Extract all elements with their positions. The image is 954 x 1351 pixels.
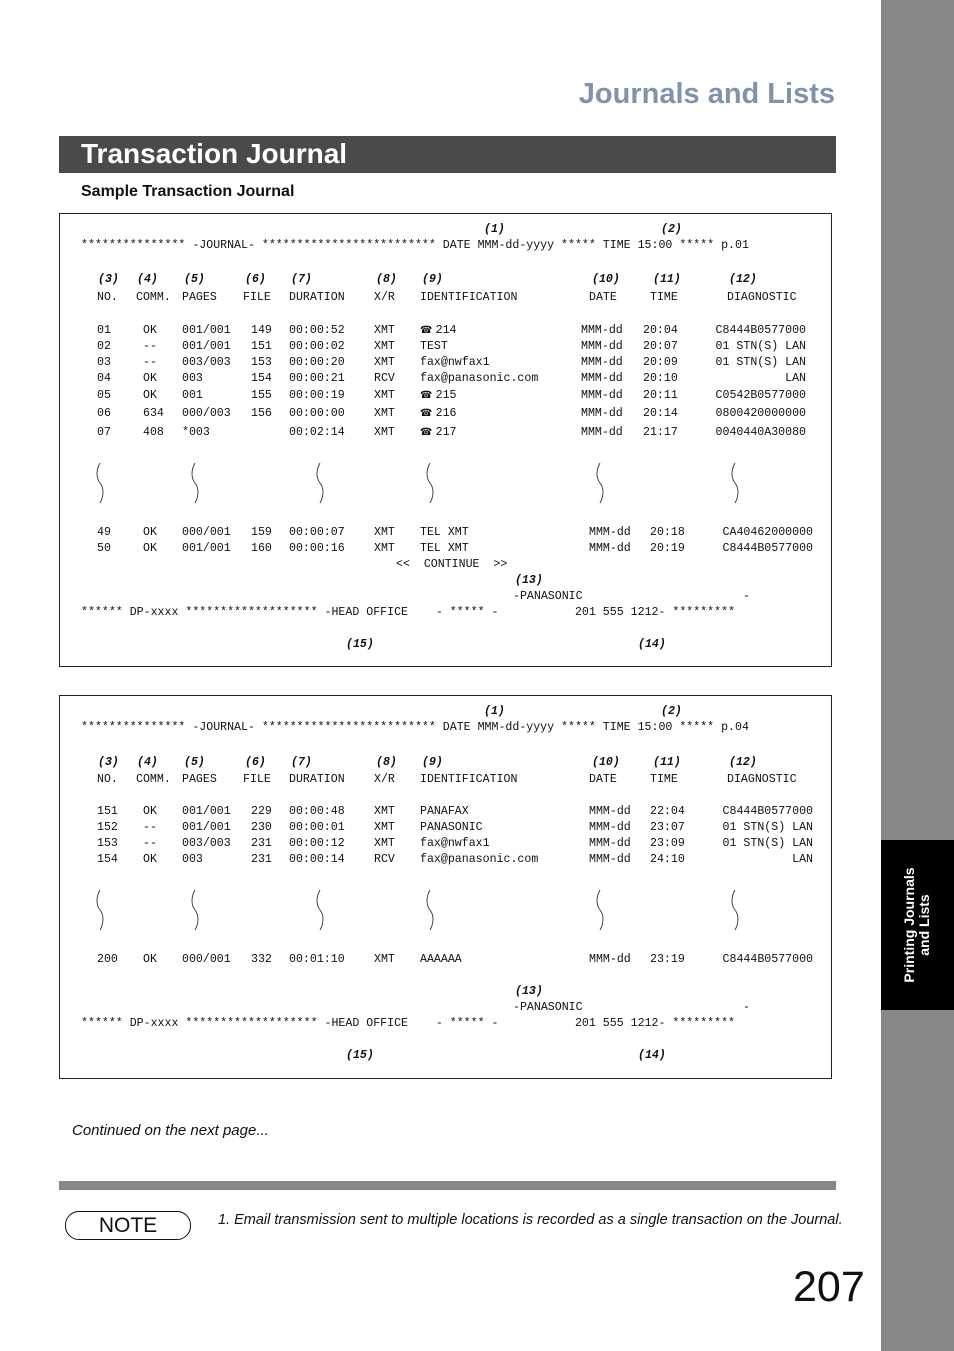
callout-1: (1) bbox=[484, 705, 505, 718]
row-cell bbox=[420, 324, 457, 338]
row-cell: 20:07 bbox=[643, 340, 678, 353]
omission-mark bbox=[730, 462, 740, 504]
row-cell: MMM-dd bbox=[589, 821, 631, 834]
callout-7: (7) bbox=[291, 756, 312, 769]
end-row-cell: MMM-dd bbox=[589, 542, 631, 555]
end-row-cell: TEL XMT bbox=[420, 526, 469, 539]
callout-8: (8) bbox=[376, 273, 397, 286]
column-header: COMM. bbox=[136, 291, 171, 304]
row-cell: 0040440A30080 bbox=[715, 426, 806, 439]
end-row-cell: 159 bbox=[251, 526, 272, 539]
callout-14: (14) bbox=[638, 638, 666, 651]
end-row-cell: 332 bbox=[251, 953, 272, 966]
column-header: DATE bbox=[589, 291, 617, 304]
row-cell: XMT bbox=[374, 389, 395, 403]
row-cell: 149 bbox=[251, 324, 272, 337]
row-cell: 01 STN(S) LAN bbox=[715, 356, 806, 369]
row-cell: 155 bbox=[251, 389, 272, 403]
column-header: NO. bbox=[97, 291, 118, 304]
phone-icon: ☎ bbox=[420, 390, 436, 402]
row-cell: 151 bbox=[251, 340, 272, 353]
callout-3: (3) bbox=[98, 273, 119, 286]
row-cell: XMT bbox=[374, 426, 395, 439]
row-cell: 07 bbox=[97, 426, 111, 439]
row-cell: MMM-dd bbox=[581, 356, 623, 369]
identification-number: 215 bbox=[435, 389, 457, 403]
row-cell: OK bbox=[143, 853, 157, 866]
end-row-cell: 00:00:07 bbox=[289, 526, 345, 539]
row-cell: 20:11 bbox=[643, 389, 678, 403]
row-cell: 01 STN(S) LAN bbox=[722, 837, 813, 850]
omission-mark bbox=[95, 462, 105, 504]
divider-rule bbox=[59, 1181, 836, 1190]
callout-9: (9) bbox=[422, 756, 443, 769]
row-cell: 00:00:01 bbox=[289, 821, 345, 834]
row-cell: fax@panasonic.com bbox=[420, 853, 539, 866]
row-cell: 03 bbox=[97, 356, 111, 369]
omission-mark bbox=[190, 889, 200, 931]
omission-mark bbox=[425, 889, 435, 931]
identification-number: 214 bbox=[435, 324, 457, 337]
column-header: PAGES bbox=[182, 291, 217, 304]
end-row-cell: 000/001 bbox=[182, 953, 231, 966]
callout-15: (15) bbox=[346, 1049, 374, 1062]
omission-mark bbox=[95, 889, 105, 931]
journal-header-line: *************** -JOURNAL- ************************* DATE MMM-dd-yyyy ***** TIME 15:00 ***** p.01 bbox=[81, 239, 749, 252]
subtitle: Sample Transaction Journal bbox=[81, 183, 295, 200]
row-cell: *003 bbox=[182, 426, 210, 439]
side-strip bbox=[881, 0, 954, 1351]
row-cell: C0542B0577000 bbox=[715, 389, 806, 403]
callout-13: (13) bbox=[515, 985, 543, 998]
row-cell: OK bbox=[143, 805, 157, 818]
footer-dash: - bbox=[743, 590, 750, 603]
row-cell: 152 bbox=[97, 821, 118, 834]
row-cell: 0800420000000 bbox=[715, 407, 806, 420]
callout-6: (6) bbox=[245, 756, 266, 769]
end-row-cell: MMM-dd bbox=[589, 953, 631, 966]
row-cell: XMT bbox=[374, 805, 395, 818]
omission-mark bbox=[595, 462, 605, 504]
row-cell: 00:00:19 bbox=[289, 389, 345, 403]
row-cell: XMT bbox=[374, 324, 395, 337]
end-row-cell: TEL XMT bbox=[420, 542, 469, 555]
callout-2: (2) bbox=[661, 705, 682, 718]
journal-sample-2 bbox=[59, 695, 832, 1079]
end-row-cell: 000/001 bbox=[182, 526, 231, 539]
row-cell: 02 bbox=[97, 340, 111, 353]
callout-15: (15) bbox=[346, 638, 374, 651]
column-header: DURATION bbox=[289, 773, 345, 786]
callout-7: (7) bbox=[291, 273, 312, 286]
end-row-cell: C8444B0577000 bbox=[722, 542, 813, 555]
row-cell: 05 bbox=[97, 389, 111, 403]
identification-number: 217 bbox=[435, 426, 457, 439]
journal-sample-1 bbox=[59, 213, 832, 667]
row-cell: RCV bbox=[374, 853, 395, 866]
row-cell: 154 bbox=[97, 853, 118, 866]
row-cell: 00:00:20 bbox=[289, 356, 345, 369]
row-cell: 001/001 bbox=[182, 324, 231, 337]
row-cell: 01 STN(S) LAN bbox=[715, 340, 806, 353]
callout-4: (4) bbox=[137, 756, 158, 769]
continued-text: Continued on the next page... bbox=[72, 1122, 269, 1139]
row-cell: 00:02:14 bbox=[289, 426, 345, 439]
row-cell: MMM-dd bbox=[581, 407, 623, 420]
continue-marker: << CONTINUE >> bbox=[396, 558, 508, 571]
row-cell: -- bbox=[143, 356, 157, 369]
row-cell: 20:14 bbox=[643, 407, 678, 420]
callout-12: (12) bbox=[729, 756, 757, 769]
row-cell: 00:00:21 bbox=[289, 372, 345, 385]
chapter-tab-line1: Printing Journals bbox=[901, 867, 917, 983]
page-number: 207 bbox=[793, 1263, 865, 1311]
row-cell: LAN bbox=[792, 853, 813, 866]
row-cell: 001/001 bbox=[182, 821, 231, 834]
end-row-cell: 200 bbox=[97, 953, 118, 966]
column-header: X/R bbox=[374, 773, 395, 786]
end-row-cell: 50 bbox=[97, 542, 111, 555]
row-cell bbox=[420, 407, 457, 421]
row-cell: XMT bbox=[374, 340, 395, 353]
end-row-cell: 20:19 bbox=[650, 542, 685, 555]
end-row-cell: 001/001 bbox=[182, 542, 231, 555]
callout-8: (8) bbox=[376, 756, 397, 769]
column-header: DIAGNOSTIC bbox=[727, 773, 797, 786]
row-cell: XMT bbox=[374, 821, 395, 834]
column-header: PAGES bbox=[182, 773, 217, 786]
callout-13: (13) bbox=[515, 574, 543, 587]
chapter-tab-line2: and Lists bbox=[916, 894, 932, 956]
column-header: DURATION bbox=[289, 291, 345, 304]
row-cell: 23:09 bbox=[650, 837, 685, 850]
row-cell: C8444B0577000 bbox=[715, 324, 806, 337]
end-row-cell: MMM-dd bbox=[589, 526, 631, 539]
row-cell: 01 STN(S) LAN bbox=[722, 821, 813, 834]
row-cell: 00:00:52 bbox=[289, 324, 345, 337]
end-row-cell: C8444B0577000 bbox=[722, 953, 813, 966]
row-cell: 22:04 bbox=[650, 805, 685, 818]
callout-4: (4) bbox=[137, 273, 158, 286]
omission-mark bbox=[595, 889, 605, 931]
callout-11: (11) bbox=[653, 756, 681, 769]
row-cell: 00:00:48 bbox=[289, 805, 345, 818]
column-header: TIME bbox=[650, 773, 678, 786]
row-cell: C8444B0577000 bbox=[722, 805, 813, 818]
row-cell: 230 bbox=[251, 821, 272, 834]
column-header: NO. bbox=[97, 773, 118, 786]
row-cell: 00:00:00 bbox=[289, 407, 345, 420]
footer-name: -PANASONIC bbox=[513, 1001, 583, 1014]
row-cell: MMM-dd bbox=[589, 805, 631, 818]
callout-5: (5) bbox=[184, 273, 205, 286]
omission-mark bbox=[190, 462, 200, 504]
row-cell: 153 bbox=[251, 356, 272, 369]
row-cell bbox=[420, 426, 457, 440]
footer-line: ****** DP-xxxx ******************* -HEAD OFFICE - ***** - 201 555 1212- ********* bbox=[81, 1017, 735, 1030]
callout-2: (2) bbox=[661, 223, 682, 236]
row-cell: 156 bbox=[251, 407, 272, 420]
row-cell: OK bbox=[143, 372, 157, 385]
end-row-cell: 00:00:16 bbox=[289, 542, 345, 555]
row-cell: 06 bbox=[97, 407, 111, 420]
row-cell: 00:00:12 bbox=[289, 837, 345, 850]
row-cell: TEST bbox=[420, 340, 448, 353]
section-title: Journals and Lists bbox=[578, 78, 835, 110]
row-cell: MMM-dd bbox=[581, 372, 623, 385]
end-row-cell: AAAAAA bbox=[420, 953, 462, 966]
note-text: 1. Email transmission sent to multiple locations is recorded as a single transaction on the Journal. bbox=[218, 1212, 843, 1228]
column-header: DIAGNOSTIC bbox=[727, 291, 797, 304]
row-cell: XMT bbox=[374, 356, 395, 369]
row-cell: 154 bbox=[251, 372, 272, 385]
row-cell: OK bbox=[143, 324, 157, 337]
row-cell: XMT bbox=[374, 837, 395, 850]
end-row-cell: 23:19 bbox=[650, 953, 685, 966]
row-cell: 001/001 bbox=[182, 805, 231, 818]
callout-6: (6) bbox=[245, 273, 266, 286]
row-cell: 20:10 bbox=[643, 372, 678, 385]
end-row-cell: XMT bbox=[374, 542, 395, 555]
row-cell: MMM-dd bbox=[589, 837, 631, 850]
row-cell: 003 bbox=[182, 853, 203, 866]
column-header: IDENTIFICATION bbox=[420, 291, 518, 304]
row-cell: 23:07 bbox=[650, 821, 685, 834]
row-cell: MMM-dd bbox=[581, 426, 623, 439]
omission-mark bbox=[315, 462, 325, 504]
row-cell: 20:09 bbox=[643, 356, 678, 369]
row-cell: 153 bbox=[97, 837, 118, 850]
row-cell: 04 bbox=[97, 372, 111, 385]
row-cell: MMM-dd bbox=[581, 340, 623, 353]
column-header: TIME bbox=[650, 291, 678, 304]
row-cell: 229 bbox=[251, 805, 272, 818]
footer-name: -PANASONIC bbox=[513, 590, 583, 603]
row-cell: 231 bbox=[251, 837, 272, 850]
row-cell: 21:17 bbox=[643, 426, 678, 439]
row-cell: fax@panasonic.com bbox=[420, 372, 539, 385]
row-cell: 001 bbox=[182, 389, 203, 403]
omission-mark bbox=[730, 889, 740, 931]
end-row-cell: CA40462000000 bbox=[722, 526, 813, 539]
callout-9: (9) bbox=[422, 273, 443, 286]
row-cell: 001/001 bbox=[182, 340, 231, 353]
row-cell: 003/003 bbox=[182, 356, 231, 369]
column-header: X/R bbox=[374, 291, 395, 304]
row-cell: 003/003 bbox=[182, 837, 231, 850]
row-cell bbox=[420, 389, 457, 403]
row-cell: 003 bbox=[182, 372, 203, 385]
callout-12: (12) bbox=[729, 273, 757, 286]
column-header: FILE bbox=[243, 291, 271, 304]
row-cell: PANASONIC bbox=[420, 821, 483, 834]
row-cell: 634 bbox=[143, 407, 164, 420]
phone-icon: ☎ bbox=[420, 427, 436, 438]
callout-11: (11) bbox=[653, 273, 681, 286]
row-cell: RCV bbox=[374, 372, 395, 385]
row-cell: -- bbox=[143, 821, 157, 834]
end-row-cell: OK bbox=[143, 542, 157, 555]
callout-10: (10) bbox=[592, 756, 620, 769]
callout-3: (3) bbox=[98, 756, 119, 769]
callout-1: (1) bbox=[484, 223, 505, 236]
chapter-tab-label bbox=[902, 867, 932, 982]
row-cell: 151 bbox=[97, 805, 118, 818]
row-cell: 01 bbox=[97, 324, 111, 337]
row-cell: OK bbox=[143, 389, 157, 403]
row-cell: XMT bbox=[374, 407, 395, 420]
end-row-cell: XMT bbox=[374, 953, 395, 966]
end-row-cell: OK bbox=[143, 953, 157, 966]
column-header: COMM. bbox=[136, 773, 171, 786]
phone-icon: ☎ bbox=[420, 408, 436, 419]
row-cell: fax@nwfax1 bbox=[420, 837, 490, 850]
end-row-cell: 20:18 bbox=[650, 526, 685, 539]
footer-line: ****** DP-xxxx ******************* -HEAD OFFICE - ***** - 201 555 1212- ********* bbox=[81, 606, 735, 619]
end-row-cell: 160 bbox=[251, 542, 272, 555]
row-cell: 408 bbox=[143, 426, 164, 439]
omission-mark bbox=[315, 889, 325, 931]
row-cell: MMM-dd bbox=[589, 853, 631, 866]
row-cell: 000/003 bbox=[182, 407, 231, 420]
phone-icon: ☎ bbox=[420, 325, 436, 336]
row-cell: 231 bbox=[251, 853, 272, 866]
footer-dash: - bbox=[743, 1001, 750, 1014]
callout-14: (14) bbox=[638, 1049, 666, 1062]
end-row-cell: 00:01:10 bbox=[289, 953, 345, 966]
callout-5: (5) bbox=[184, 756, 205, 769]
column-header: IDENTIFICATION bbox=[420, 773, 518, 786]
row-cell: PANAFAX bbox=[420, 805, 469, 818]
end-row-cell: 49 bbox=[97, 526, 111, 539]
row-cell: MMM-dd bbox=[581, 324, 623, 337]
page-title: Transaction Journal bbox=[81, 138, 348, 169]
identification-number: 216 bbox=[435, 407, 457, 420]
end-row-cell: XMT bbox=[374, 526, 395, 539]
row-cell: 00:00:14 bbox=[289, 853, 345, 866]
row-cell: fax@nwfax1 bbox=[420, 356, 490, 369]
column-header: DATE bbox=[589, 773, 617, 786]
row-cell: 00:00:02 bbox=[289, 340, 345, 353]
note-label: NOTE bbox=[65, 1211, 191, 1240]
row-cell: 20:04 bbox=[643, 324, 678, 337]
row-cell: LAN bbox=[785, 372, 806, 385]
title-bar bbox=[59, 136, 836, 173]
omission-mark bbox=[425, 462, 435, 504]
callout-10: (10) bbox=[592, 273, 620, 286]
row-cell: 24:10 bbox=[650, 853, 685, 866]
journal-header-line: *************** -JOURNAL- ************************* DATE MMM-dd-yyyy ***** TIME 15:00 ***** p.04 bbox=[81, 721, 749, 734]
row-cell: -- bbox=[143, 837, 157, 850]
row-cell: -- bbox=[143, 340, 157, 353]
column-header: FILE bbox=[243, 773, 271, 786]
row-cell: MMM-dd bbox=[581, 389, 623, 403]
end-row-cell: OK bbox=[143, 526, 157, 539]
